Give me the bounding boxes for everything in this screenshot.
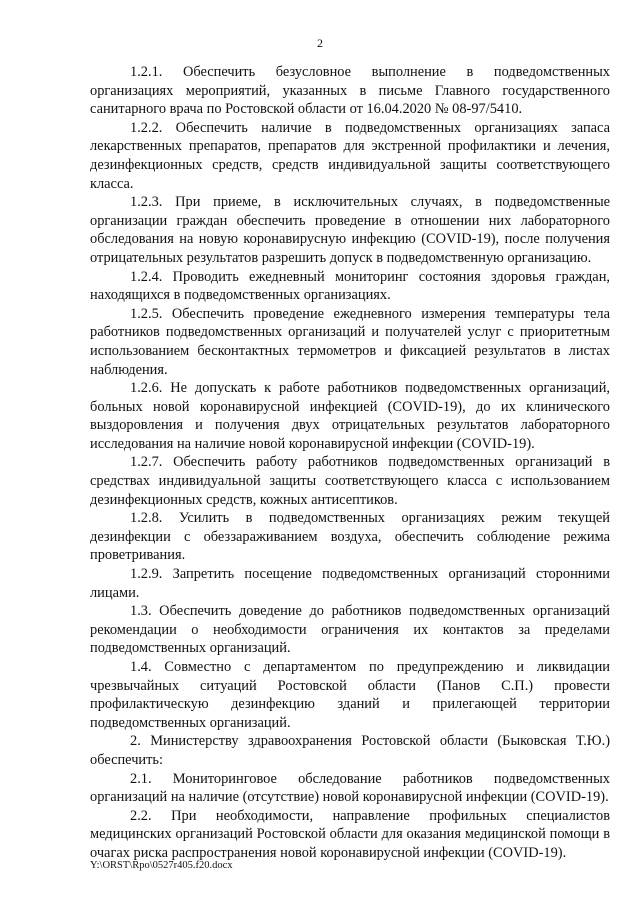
page-number: 2 [317, 36, 323, 50]
paragraph-1-2-3: 1.2.3. При приеме, в исключительных случаях, в подведомственные организации граждан обеспечить проведение в отношении них лабораторного обследования на новую коронавирусную инфекцию (COVID-19), после получения отрицательных результатов разрешить допуск в подведомственную организацию. [90, 194, 610, 266]
paragraph-1-2-9: 1.2.9. Запретить посещение подведомственных организаций сторонними лицами. [90, 566, 610, 601]
paragraph-1-2-2: 1.2.2. Обеспечить наличие в подведомственных организациях запаса лекарственных препаратов, препаратов для экстренной профилактики и лечения, дезинфекционных средств, средств индивидуальной защиты соответствующего класса. [90, 119, 610, 192]
paragraph-2-2: 2.2. При необходимости, направление профильных специалистов медицинских организаций Ростовской области для оказания медицинской помощи в очагах риска распространения новой коронавирусной инфекции (COVID-19). [90, 807, 610, 861]
paragraph-1-4: 1.4. Совместно с департаментом по предупреждению и ликвидации чрезвычайных ситуаций Ростовской области (Панов С.П.) провести профилактическую дезинфекцию зданий и прилегающей территории подведомственных организаций. [90, 659, 610, 731]
paragraph-1-3: 1.3. Обеспечить доведение до работников подведомственных организаций рекомендации о необходимости ограничения их контактов за пределами подведомственных организаций. [90, 603, 610, 657]
footer-file-path: Y:\ORST\Rpo\0527r405.f20.docx [90, 860, 233, 871]
document-body [90, 63, 610, 863]
paragraph-1-2-6: 1.2.6. Не допускать к работе работников подведомственных организаций, больных новой коронавирусной инфекцией (COVID-19), до их клинического выздоровления и получения двух отрицательных результатов лабораторного исследования на наличие новой коронавирусной инфекции (COVID-19). [90, 380, 610, 452]
paragraph-1-2-7: 1.2.7. Обеспечить работу работников подведомственных организаций в средствах индивидуальной защиты соответствующего класса с использованием дезинфекционных средств, кожных антисептиков. [90, 454, 610, 508]
paragraph-1-2-8: 1.2.8. Усилить в подведомственных организациях режим текущей дезинфекции с обеззараживанием воздуха, обеспечить соблюдение режима проветривания. [90, 510, 610, 564]
paragraph-2-1: 2.1. Мониторинговое обследование работников подведомственных организаций на наличие (отсутствие) новой коронавирусной инфекции (COVID-19). [90, 770, 610, 806]
paragraph-2: 2. Министерству здравоохранения Ростовской области (Быковская Т.Ю.) обеспечить: [90, 733, 610, 768]
paragraph-1-2-4: 1.2.4. Проводить ежедневный мониторинг состояния здоровья граждан, находящихся в подведомственных организациях. [90, 268, 610, 304]
paragraph-1-2-1: 1.2.1. Обеспечить безусловное выполнение в подведомственных организациях мероприятий, указанных в письме Главного государственного санитарного врача по Ростовской области от 16.04.2020 № 08-97/5410. [90, 64, 610, 118]
paragraph-1-2-5: 1.2.5. Обеспечить проведение ежедневного измерения температуры тела работников подведомственных организаций и получателей услуг с приоритетным использованием бесконтактных термометров и фиксацией результатов в листах наблюдения. [90, 305, 610, 378]
